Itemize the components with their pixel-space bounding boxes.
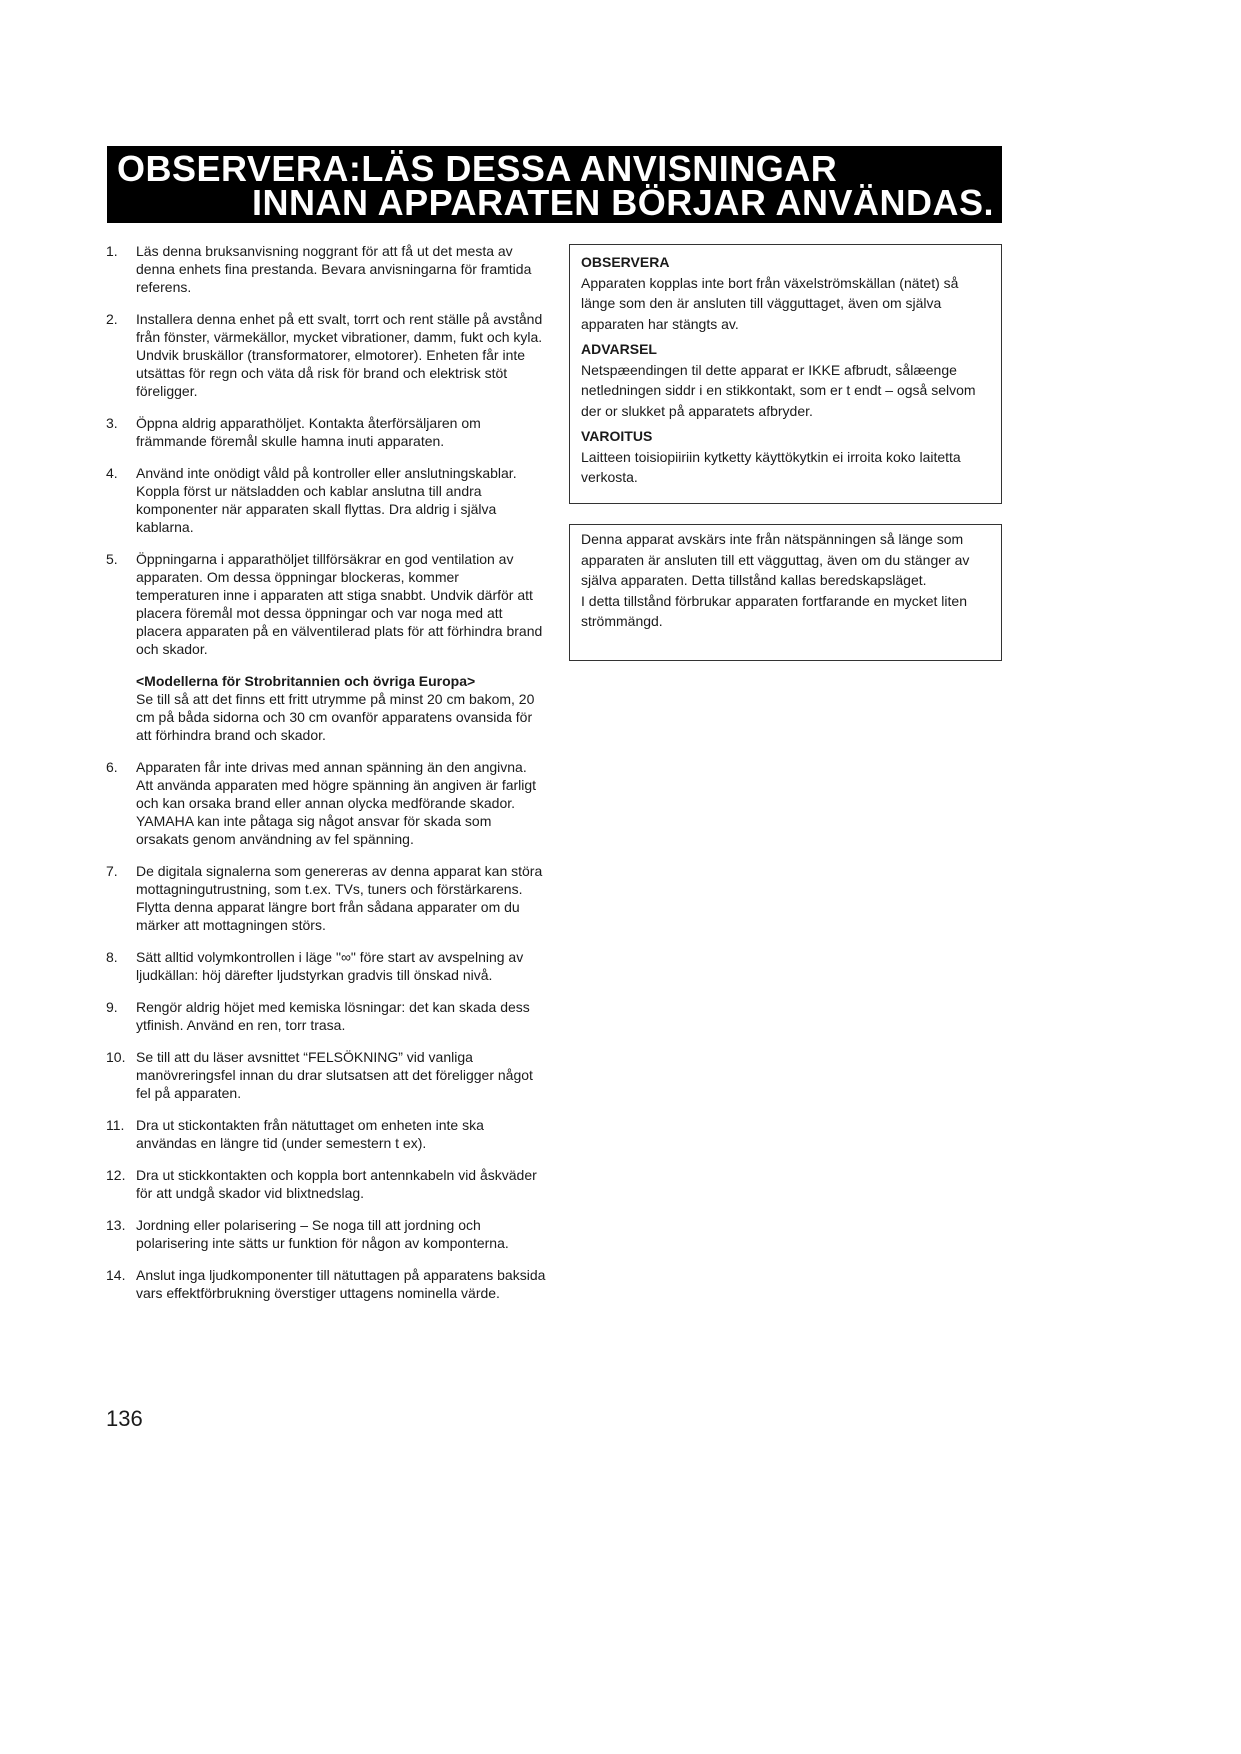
instruction-number: 1.: [106, 243, 118, 259]
instruction-number: 12.: [106, 1167, 126, 1183]
instruction-item: [106, 1116, 546, 1152]
instruction-text: Jordning eller polarisering – Se noga till att jordning och polarisering inte sätts ur funktion för någon av komponterna.: [136, 1217, 509, 1251]
page-title-line-2: INNAN APPARATEN BÖRJAR ANVÄNDAS.: [251, 182, 994, 223]
instruction-number: 8.: [106, 949, 118, 965]
instruction-text: Rengör aldrig höjet med kemiska lösningar: det kan skada dess ytfinish. Använd en ren, torr trasa.: [136, 999, 530, 1033]
instruction-item: [106, 1048, 546, 1102]
instruction-number: 5.: [106, 551, 118, 567]
instruction-number: 10.: [106, 1049, 126, 1065]
instruction-number: 14.: [106, 1267, 126, 1283]
instruction-text: Sätt alltid volymkontrollen i läge "∞" före start av avspelning av ljudkällan: höj därefter ljudstyrkan gradvis till önskad nivå.: [136, 949, 524, 983]
warning-text-varoitus: Laitteen toisiopiiriin kytketty käyttökytkin ei irroita koko laitetta verkosta.: [581, 448, 961, 485]
warning-box: [569, 244, 1002, 504]
instruction-text: Dra ut stickontakten från nätuttaget om enheten inte ska användas en längre tid (under semestern t ex).: [136, 1117, 484, 1151]
instruction-text: Apparaten får inte drivas med annan spänning än den angivna. Att använda apparaten med högre spänning än angiven är farligt och kan orsaka brand eller annan olycka medförande skador. YAMAHA kan inte påtaga sig något ansvar för skada som orsakats genom användning av fel spänning.: [136, 759, 537, 847]
regional-note: [136, 672, 546, 744]
instruction-text: Öppningarna i apparathöljet tillförsäkrar en god ventilation av apparaten. Om dessa öppningar blockeras, kommer temperaturen inne i apparaten att stiga snabbt. Undvik därför att placera föremål mot dessa öppningar och var noga med att placera apparaten på en välventilerad plats för att förhindra brand och skador.: [136, 551, 543, 657]
instruction-item: [106, 758, 546, 848]
instruction-item: [106, 1216, 546, 1252]
instruction-number: 11.: [106, 1117, 125, 1133]
instruction-item: [106, 310, 546, 400]
warning-heading-observera: OBSERVERA: [581, 254, 670, 270]
instruction-list: [106, 242, 546, 1316]
regional-note-title: <Modellerna för Strobritannien och övriga Europa>: [136, 673, 476, 689]
standby-note-consumption: I detta tillstånd förbrukar apparaten fortfarande en mycket liten strömmängd.: [581, 592, 967, 629]
instruction-number: 7.: [106, 863, 118, 879]
regional-note-text: Se till så att det finns ett fritt utrymme på minst 20 cm bakom, 20 cm på båda sidorna och 30 cm ovanför apparatens ovansida för att förhindra brand och skador.: [136, 691, 535, 743]
instruction-item: [106, 464, 546, 536]
warning-heading-advarsel: ADVARSEL: [581, 341, 657, 357]
instruction-text: De digitala signalerna som genereras av denna apparat kan störa mottagningutrustning, som t.ex. TVs, tuners och förstärkarens. Flytta denna apparat längre bort från sådana apparater om du märker att mottagningen störs.: [136, 863, 543, 933]
instruction-number: 4.: [106, 465, 118, 481]
instruction-text: Öppna aldrig apparathöljet. Kontakta återförsäljaren om främmande föremål skulle hamna inuti apparaten.: [136, 415, 481, 449]
instruction-number: 3.: [106, 415, 118, 431]
instruction-item: [106, 242, 546, 296]
standby-note-text: Denna apparat avskärs inte från nätspänningen så länge som apparaten är ansluten till ett vägguttag, även om du stänger av själva apparaten. Detta tillstånd kallas beredskapsläget.: [581, 531, 970, 588]
instruction-item: [106, 1266, 546, 1302]
instruction-text: Dra ut stickkontakten och koppla bort antennkabeln vid åskväder för att undgå skador vid blixtnedslag.: [136, 1167, 537, 1201]
instruction-item: [106, 550, 546, 744]
warning-text-advarsel: Netspæendingen til dette apparat er IKKE afbrudt, sålæenge netledningen siddr i en stikkontakt, som er t endt – også selvom der or slukket på apparatets afbryder.: [581, 361, 976, 419]
warning-heading-varoitus: VAROITUS: [581, 428, 653, 444]
instruction-number: 13.: [106, 1217, 126, 1233]
instruction-number: 2.: [106, 311, 118, 327]
page-title-line-1: OBSERVERA:LÄS DESSA ANVISNINGAR: [117, 148, 838, 189]
instruction-item: [106, 998, 546, 1034]
instruction-text: Använd inte onödigt våld på kontroller eller anslutningskablar. Koppla först ur nätsladden och kablar anslutna till andra komponenter när apparaten skall flyttas. Dra aldrig i själva kablarna.: [136, 465, 517, 535]
instruction-item: [106, 1166, 546, 1202]
instruction-text: Se till att du läser avsnittet “FELSÖKNING” vid vanliga manövreringsfel innan du drar slutsatsen att det föreligger något fel på apparaten.: [136, 1049, 533, 1101]
instruction-number: 6.: [106, 759, 118, 775]
warning-text-observera: Apparaten kopplas inte bort från växelströmskällan (nätet) så länge som den är ansluten till vägguttaget, även om själva apparaten har stängts av.: [581, 274, 959, 332]
title-banner: [107, 146, 1002, 223]
instruction-text: Anslut inga ljudkomponenter till nätuttagen på apparatens baksida vars effektförbrukning överstiger uttagens nominella värde.: [136, 1267, 546, 1301]
instruction-item: [106, 414, 546, 450]
page-number: 136: [106, 1406, 143, 1431]
instruction-number: 9.: [106, 999, 118, 1015]
instruction-item: [106, 948, 546, 984]
instruction-item: [106, 862, 546, 934]
instruction-text: Installera denna enhet på ett svalt, torrt och rent ställe på avstånd från fönster, värmekällor, mycket vibrationer, damm, fukt och kyla. Undvik bruskällor (transformatorer, elmotorer). Enheten får inte utsättas för regn och väta då risk för brand och elektrisk stöt föreligger.: [136, 311, 543, 399]
standby-note-box: [569, 524, 1002, 661]
instruction-text: Läs denna bruksanvisning noggrant för att få ut det mesta av denna enhets fina prestanda. Bevara anvisningarna för framtida referens.: [136, 243, 532, 295]
